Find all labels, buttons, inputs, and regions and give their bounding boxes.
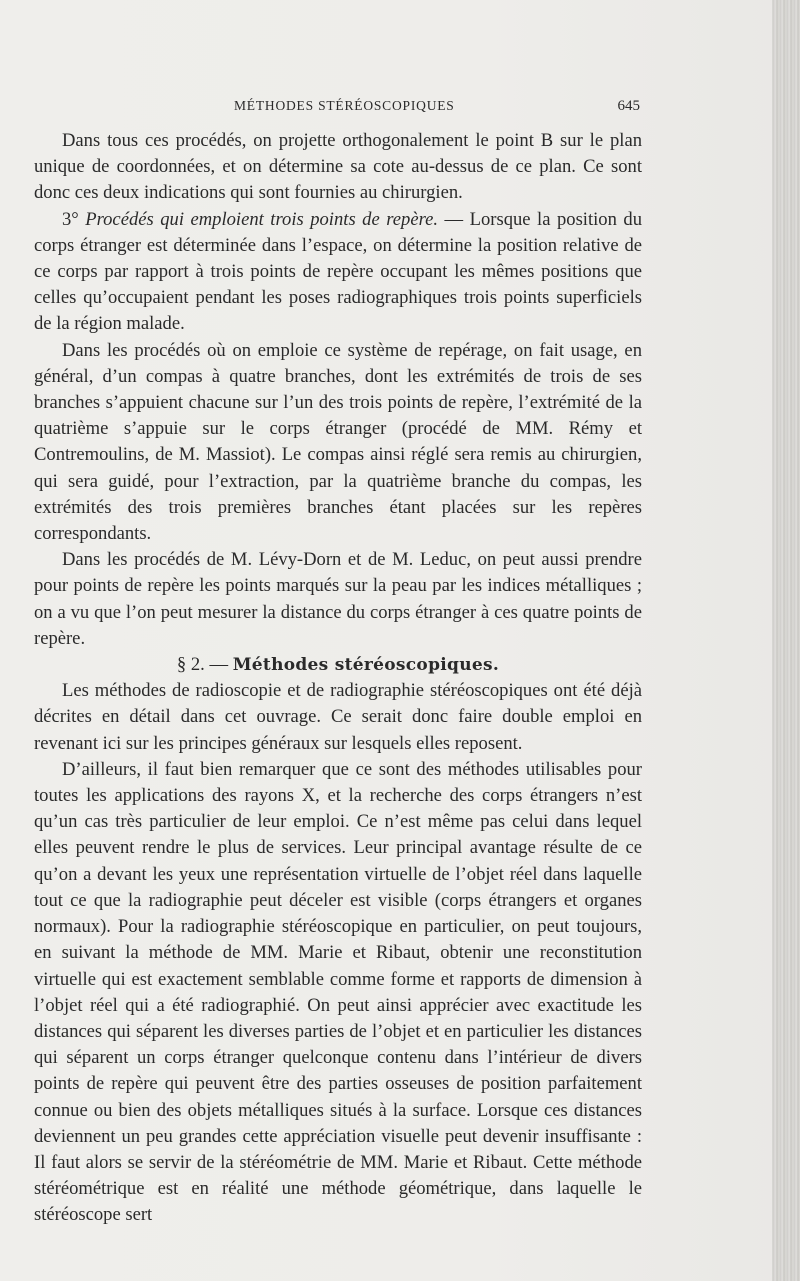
paragraph-6: D’ailleurs, il faut bien remarquer que ce sont des méthodes utilisables pour toutes les applications des rayons X, et la recherche des corps étrangers n’est qu’un cas très particulier de leur emploi. Ce n’est même pas celui dans lequel elles peuvent rendre le plus de services. Leur principal avantage résulte de ce qu’on a devant les yeux une représentation virtuelle de l’objet réel dans laquelle tout ce que la radiographie peut déceler est visible (corps étrangers et organes normaux). Pour la radiographie stéréoscopique en particulier, on peut toujours, en suivant la méthode de MM. Marie et Ribaut, obtenir une reconstitution virtuelle qui est exactement semblable comme forme et rapports de dimension à l’objet réel qui a été radiographié. On peut ainsi apprécier avec exactitude les distances qui séparent les diverses parties de l’objet et en particulier les distances qui séparent un corps étranger quelconque contenu dans l’intérieur de divers points de repère qui peuvent être des parties osseuses de position parfaitement connue ou bien des objets métalliques situés à la surface. Lorsque ces distances deviennent un peu grandes cette appréciation visuelle peut devenir insuffisante : Il faut alors se servir de la stéréométrie de MM. Marie et Ribaut. Cette méthode stéréométrique est en réalité une méthode géométrique, dans laquelle le stéréoscope sert [34,758,642,1226]
paragraph-2-text: — Lorsque la position du corps étranger est déterminée dans l’espace, on détermine la position relative de ce corps par rapport à trois points de repère occupant les mêmes positions que celles qu’occupaient pendant les poses radiographiques trois points superficiels de la région malade. [34,208,642,335]
paragraph-1: Dans tous ces procédés, on projette orthogonalement le point B sur le plan unique de coordonnées, et on détermine sa cote au-dessus de ce plan. Ce sont donc ces deux indications qui sont fournies au chirurgien. [34,130,642,204]
paragraph-2-heading: Procédés qui emploient trois points de repère. [85,208,439,230]
paragraph-2-number: 3° [62,208,86,230]
paragraph-4: Dans les procédés de M. Lévy-Dorn et de M. Leduc, on peut aussi prendre pour points de repère les points marqués sur la peau par les indices métalliques ; on a vu que l’on peut mesurer la distance du corps étranger à ces quatre points de repère. [34,549,642,649]
page-edge-stack [772,0,800,1281]
paragraph-2 [34,207,642,338]
paragraph-5: Les méthodes de radioscopie et de radiographie stéréoscopiques ont été déjà décrites en détail dans cet ouvrage. Ce serait donc faire double emploi en revenant ici sur les principes généraux sur lesquels elles reposent. [34,680,642,754]
running-header [34,94,640,116]
running-title: MÉTHODES STÉRÉOSCOPIQUES [234,98,455,113]
paragraph-3: Dans les procédés où on emploie ce système de repérage, on fait usage, en général, d’un compas à quatre branches, dont les extrémités de trois de ses branches s’appuient chacune sur l’un des trois points de repère, l’extrémité de la quatrième s’appuie sur le corps étranger (procédé de MM. Rémy et Contremoulins, de M. Massiot). Le compas ainsi réglé sera remis au chirurgien, qui sera guidé, pour l’extraction, par la quatrième branche du compas, les extrémités des trois premières branches étant placées sur les repères correspondants. [34,339,642,545]
body-text [34,128,642,1229]
section-title: Méthodes stéréoscopiques. [232,655,500,676]
section-heading [34,652,642,678]
page-number: 645 [617,98,640,114]
section-number: § 2. — [176,654,233,676]
